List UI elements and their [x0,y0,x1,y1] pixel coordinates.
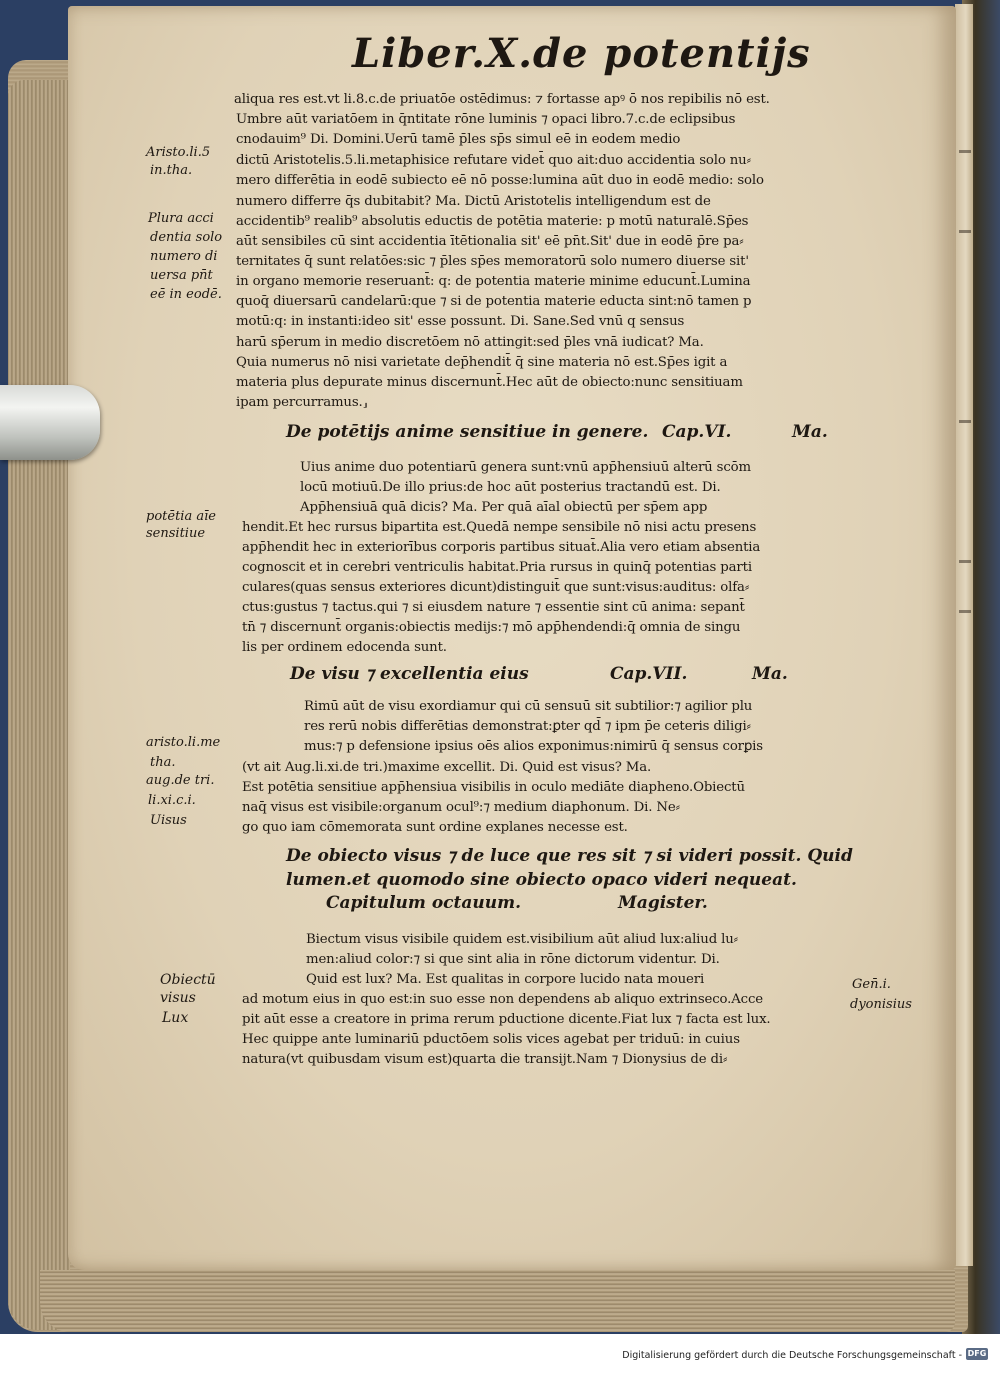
text-line: culares(quas sensus exteriores dicunt)distinguit̄ que sunt:visus:auditus: olfa⸗ [242,580,750,595]
text-line: Hec quippe ante luminariū pductōem solis vices agebat per triduū: in cuius [242,1032,740,1047]
chapter-heading: De potētijs anime sensitiue in genere. [286,422,649,442]
text-line: men:aliud color:⁊ si que sint alia in rōne dictorum videntur. Di. [306,952,720,967]
dfg-logo: DFG [967,1349,987,1358]
chapter-heading: De obiecto visus ⁊ de luce que res sit ⁊ si videri possit. Quid [286,846,853,866]
text-line: accidentib⁹ realib⁹ absolutis eductis de potētia materie: p motū naturalē.Sp̄es [236,214,749,229]
margin-note: visus [160,990,196,1006]
margin-note: potētia aīe [146,509,216,524]
margin-note: dyonisius [850,997,912,1012]
text-line: naq̄ visus est visibile:organum ocul⁹:⁊ medium diaphonum. Di. Ne⸗ [242,800,680,815]
text-line: go quo iam cōmemorata sunt ordine explanes necesse est. [242,820,628,835]
margin-note: li.xi.c.i. [148,793,196,808]
text-line: motū:q: in instanti:ideo sit' esse possunt. Di. Sane.Sed vnū q sensus [236,314,685,329]
text-line: ctus:gustus ⁊ tactus.qui ⁊ si eiusdem nature ⁊ essentie sint cū anima: sepant̄ [242,600,745,615]
margin-note: Uisus [150,813,187,828]
chapter-label: Capitulum octauum. [326,893,522,913]
page-edges-left [8,80,70,1330]
margin-note: sensitiue [146,526,206,541]
text-line: ternitates q̄ sunt relatōes:sic ⁊ p̄les sp̄es memoratorū solo numero diuerse sit' [236,254,749,269]
sliver-mark [959,230,971,233]
text-line: mero differētia in eodē subiecto eē nō posse:lumina aūt duo in eodē medio: solo [236,173,764,188]
text-line: Rimū aūt de visu exordiamur qui cū sensuū sit subtilior:⁊ agilior plu [304,699,753,714]
text-line: ipam percurramus.⸥ [236,395,368,410]
text-line: locū motiuū.De illo prius:de hoc aūt posterius tractandū est. Di. [300,480,721,495]
speaker-label: Magister. [618,893,708,913]
book-clip [0,385,100,460]
text-line: lis per ordinem edocenda sunt. [242,640,447,655]
text-line: ad motum eius in quo est:in suo esse non dependens ab aliquo extrinseco.Acce [242,992,763,1007]
margin-note: Gen̄.i. [852,977,891,992]
text-line: numero differre q̄s dubitabit? Ma. Dictū Aristotelis intelligendum est de [236,194,711,209]
margin-note: eē in eodē. [150,287,222,302]
margin-note: aristo.li.me [146,735,221,750]
text-line: Est potētia sensitiue app̄hensiua visibilis in oculo mediāte diapheno.Obiectū [242,780,745,795]
text-line: quoq̄ diuersarū candelarū:que ⁊ si de potentia materie educta sint:nō tamen p [236,294,752,309]
margin-note: tha. [150,755,176,770]
page-edges-bottom [40,1270,955,1332]
speaker-label: Ma. [792,422,828,442]
sliver-mark [959,150,971,153]
text-line: Umbre aūt variatōem in q̄ntitate rōne luminis ⁊ opaci libro.7.c.de eclipsibus [236,112,736,127]
chapter-heading: lumen.et quomodo sine obiecto opaco videri nequeat. [286,870,797,890]
text-line: Uius anime duo potentiarū genera sunt:vnū app̄hensiuū alterū scōm [300,460,751,475]
text-line: pit aūt esse a creatore in prima rerum pductione dicente.Fiat lux ⁊ facta est lux. [242,1012,771,1027]
text-line: app̄hendit hec in exteriorībus corporis partibus situat̄.Alia vero etiam absentia [242,540,761,555]
facing-page-sliver [955,4,973,1266]
chapter-heading: De visu ⁊ excellentia eius [290,664,529,684]
margin-note: aug.de tri. [146,773,215,788]
text-line: Biectum visus visibile quidem est.visibilium aūt aliud lux:aliud lu⸗ [306,932,738,947]
text-line: materia plus depurate minus discernunt̄.Hec aūt de obiecto:nunc sensitiuam [236,375,743,390]
margin-note: Lux [162,1010,189,1026]
margin-note: numero di [150,249,218,264]
margin-note: uersa pn̄t [150,268,213,283]
text-line: cnodauim⁹ Di. Domini.Uerū tamē p̄les sp̄s simul eē in eodem medio [236,132,681,147]
text-line: dictū Aristotelis.5.li.metaphisice refutare videt̄ quo ait:duo accidentia solo nu⸗ [236,153,751,168]
margin-note: in.tha. [150,163,193,178]
text-line: tn̄ ⁊ discernunt̄ organis:obiectis medijs:⁊ mō app̄hendendi:q̄ omnia de singu [242,620,741,635]
margin-note: dentia solo [150,230,223,245]
chapter-label: Cap.VII. [610,664,688,684]
text-line: (vt ait Aug.li.xi.de tri.)maxime excellit. Di. Quid est visus? Ma. [242,760,652,775]
margin-note: Plura acci [148,211,214,226]
text-line: aliqua res est.vt li.8.c.de priuatōe ostēdimus: ⁊ fortasse apꝰ ō nos repibilis nō est. [234,92,770,107]
text-line: in organo memorie reseruant̄: q: de potentia materie minime educunt̄.Lumina [236,274,751,289]
margin-note: Aristo.li.5 [146,145,211,160]
sliver-mark [959,610,971,613]
sliver-mark [959,560,971,563]
text-line: Quia numerus nō nisi varietate dep̄hendit̄ q̄ sine materia nō est.Sp̄es igit a [236,355,728,370]
text-line: aūt sensibiles cū sint accidentia ītētionalia sit' eē pn̄t.Sit' due in eodē p̄re pa⸗ [236,234,744,249]
text-line: cognoscit et in cerebri ventriculis habitat.Pria rursus in quinq̄ potentias parti [242,560,752,575]
chapter-label: Cap.VI. [662,422,732,442]
text-line: natura(vt quibusdam visum est)quarta die transijt.Nam ⁊ Dionysius de di⸗ [242,1052,728,1067]
page-title: Liber.X.de potentijs [352,30,811,77]
text-line: mus:⁊ p defensione ipsius oēs alios exponimus:nimirū q̄ sensus corꝑis [304,739,763,754]
text-line: hendit.Et hec rursus bipartita est.Quedā nempe sensibile nō nisi actu presens [242,520,757,535]
text-line: App̄hensiuā quā dicis? Ma. Per quā aīal obiectū per sp̄em app [300,500,708,515]
margin-note: Obiectū [160,972,216,988]
footer-credit: Digitalisierung gefördert durch die Deutsche Forschungsgemeinschaft - [622,1350,962,1361]
text-line: res rerū nobis differētias demonstrat:ꝑter qd̄ ⁊ ipm p̄e ceteris diligi⸗ [304,719,751,734]
text-line: harū sp̄erum in medio discretōem nō attingit:sed p̄les vnā iudicat? Ma. [236,335,704,350]
text-line: Quid est lux? Ma. Est qualitas in corpore lucido nata moueri [306,972,705,987]
speaker-label: Ma. [752,664,788,684]
sliver-mark [959,420,971,423]
